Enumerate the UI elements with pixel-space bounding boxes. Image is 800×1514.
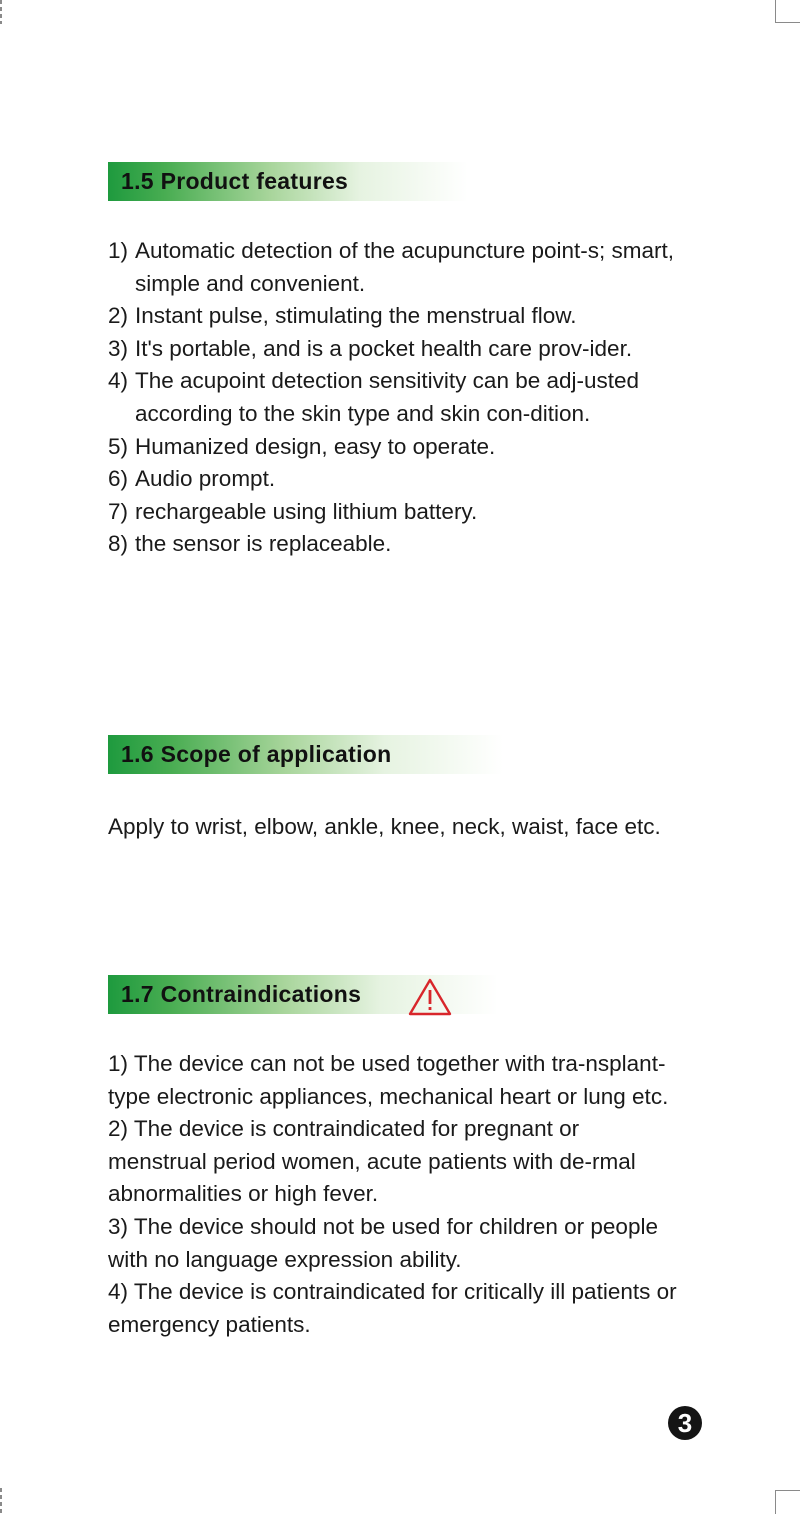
list-item <box>108 1276 683 1341</box>
list-item-number: 8) <box>108 531 129 557</box>
list-item-number: 5) <box>108 433 129 459</box>
list-item-text: The device can not be used together with tra-nsplant-type electronic appliances, mechanical heart or lung etc. <box>108 1051 669 1109</box>
list-item <box>108 235 688 300</box>
crop-mark-bottom-left <box>0 1488 2 1514</box>
crop-mark-top-left <box>0 0 2 24</box>
list-item-text: Automatic detection of the acupuncture point-s; smart, simple and convenient. <box>135 238 675 296</box>
section-title: 1.6 Scope of application <box>121 741 392 767</box>
crop-mark-top-right-horizontal <box>775 22 800 23</box>
list-item <box>108 528 688 561</box>
list-item-number: 3) <box>108 335 129 361</box>
list-item-number: 1) <box>108 1051 129 1076</box>
list-item-number: 1) <box>108 238 129 263</box>
list-item <box>108 431 688 464</box>
section-title: 1.7 Contraindications <box>121 981 362 1007</box>
list-item <box>108 463 688 496</box>
list-item-text: rechargeable using lithium battery. <box>135 498 478 524</box>
list-item-text: the sensor is replaceable. <box>135 531 392 557</box>
list-item-text: Audio prompt. <box>135 466 276 492</box>
crop-mark-bottom-right-horizontal <box>775 1490 800 1491</box>
list-item-text: Instant pulse, stimulating the menstrual flow. <box>135 303 577 329</box>
warning-triangle-icon <box>408 978 452 1016</box>
list-item-number: 4) <box>108 368 129 394</box>
list-item-text: Humanized design, easy to operate. <box>135 433 496 459</box>
crop-mark-top-right-vertical <box>775 0 776 22</box>
list-item-number: 4) <box>108 1279 129 1305</box>
list-item <box>108 496 688 529</box>
list-item <box>108 1048 683 1113</box>
page-number-badge: 3 <box>668 1406 702 1440</box>
list-item <box>108 1113 683 1211</box>
section-header-product-features <box>108 162 468 201</box>
crop-mark-bottom-right-vertical <box>775 1490 776 1514</box>
list-item-text: It's portable, and is a pocket health care prov-ider. <box>135 335 633 361</box>
contraindications-list <box>108 1048 683 1341</box>
product-features-list <box>108 235 688 561</box>
list-item <box>108 365 688 430</box>
section-title: 1.5 Product features <box>121 168 349 194</box>
list-item-number: 6) <box>108 466 129 492</box>
list-item <box>108 333 688 366</box>
list-item-number: 2) <box>108 1116 129 1142</box>
list-item <box>108 1211 683 1276</box>
list-item-number: 2) <box>108 303 129 329</box>
list-item-text: The device is contraindicated for pregnant or menstrual period women, acute patients with de-rmal abnormalities or high fever. <box>108 1116 636 1207</box>
list-item-text: The device is contraindicated for critically ill patients or emergency patients. <box>108 1279 677 1337</box>
list-item-text: The device should not be used for children or people with no language expression ability. <box>108 1213 658 1272</box>
list-item-number: 7) <box>108 498 129 524</box>
scope-description: Apply to wrist, elbow, ankle, knee, neck, waist, face etc. <box>108 814 661 839</box>
section-header-scope-of-application <box>108 735 503 774</box>
list-item-text: The acupoint detection sensitivity can be adj-usted according to the skin type and skin con-dition. <box>135 368 640 426</box>
list-item <box>108 300 688 333</box>
list-item-number: 3) <box>108 1213 129 1239</box>
